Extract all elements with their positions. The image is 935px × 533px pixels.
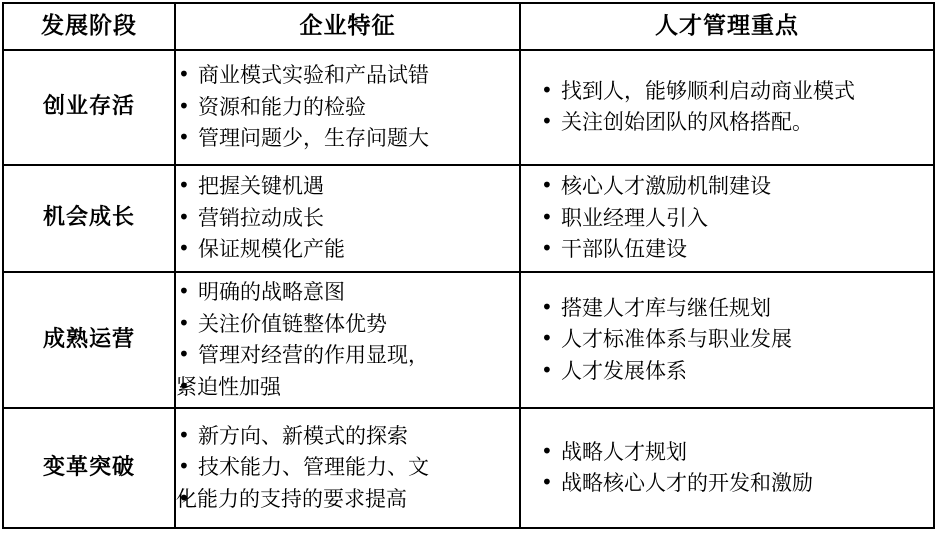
list-item: • 战略人才规划 [539, 438, 933, 467]
features-cell-2 [175, 272, 520, 408]
list-item: • 关注创始团队的风格搭配。 [539, 108, 933, 137]
features-cell-1 [175, 165, 520, 272]
list-item: • 干部队伍建设 [539, 235, 933, 264]
table-row [3, 50, 934, 165]
stage-name-2: 成熟运营 [3, 272, 175, 408]
list-item: • 保证规模化产能 [176, 235, 519, 264]
features-list-3 [176, 422, 519, 514]
column-header-features: 企业特征 [175, 3, 520, 50]
list-item: • 把握关键机遇 [176, 172, 519, 201]
list-item-continuation [176, 373, 519, 402]
stage-name-3: 变革突破 [3, 408, 175, 528]
talent-list-2 [539, 294, 933, 386]
talent-cell-1 [520, 165, 934, 272]
list-item: • 管理对经营的作用显现， [176, 341, 519, 370]
talent-list-0 [539, 77, 933, 138]
list-item: • 战略核心人才的开发和激励 [539, 469, 933, 498]
stage-talent-table-container [0, 2, 935, 533]
list-item: • 核心人才激励机制建设 [539, 172, 933, 201]
list-item: • 明确的战略意图 [176, 278, 519, 307]
talent-list-1 [539, 172, 933, 264]
table-row [3, 165, 934, 272]
features-list-0 [176, 61, 519, 153]
list-item: • 找到人，能够顺利启动商业模式 [539, 77, 933, 106]
talent-cell-3 [520, 408, 934, 528]
list-item: • 资源和能力的检验 [176, 93, 519, 122]
list-item: • 职业经理人引入 [539, 204, 933, 233]
table-row [3, 408, 934, 528]
features-cell-3 [175, 408, 520, 528]
list-item: • 管理问题少，生存问题大 [176, 124, 519, 153]
list-item: • 关注价值链整体优势 [176, 310, 519, 339]
column-header-talent: 人才管理重点 [520, 3, 934, 50]
stage-talent-table [2, 2, 935, 529]
list-item: • 营销拉动成长 [176, 204, 519, 233]
list-item: • 人才标准体系与职业发展 [539, 325, 933, 354]
features-list-1 [176, 172, 519, 264]
table-row [3, 272, 934, 408]
list-item-continuation [176, 485, 519, 514]
talent-cell-2 [520, 272, 934, 408]
list-item: • 新方向、新模式的探索 [176, 422, 519, 451]
column-header-stage: 发展阶段 [3, 3, 175, 50]
stage-name-1: 机会成长 [3, 165, 175, 272]
table-header-row [3, 3, 934, 50]
list-item-continuation-text: • 化能力的支持的要求提高 [176, 486, 407, 511]
list-item: • 人才发展体系 [539, 357, 933, 386]
talent-list-3 [539, 438, 933, 499]
list-item: • 技术能力、管理能力、文 [176, 453, 519, 482]
features-list-2 [176, 278, 519, 402]
list-item: • 商业模式实验和产品试错 [176, 61, 519, 90]
features-cell-0 [175, 50, 520, 165]
list-item-continuation-text: • 紧迫性加强 [176, 374, 281, 399]
list-item: • 搭建人才库与继任规划 [539, 294, 933, 323]
talent-cell-0 [520, 50, 934, 165]
stage-name-0: 创业存活 [3, 50, 175, 165]
